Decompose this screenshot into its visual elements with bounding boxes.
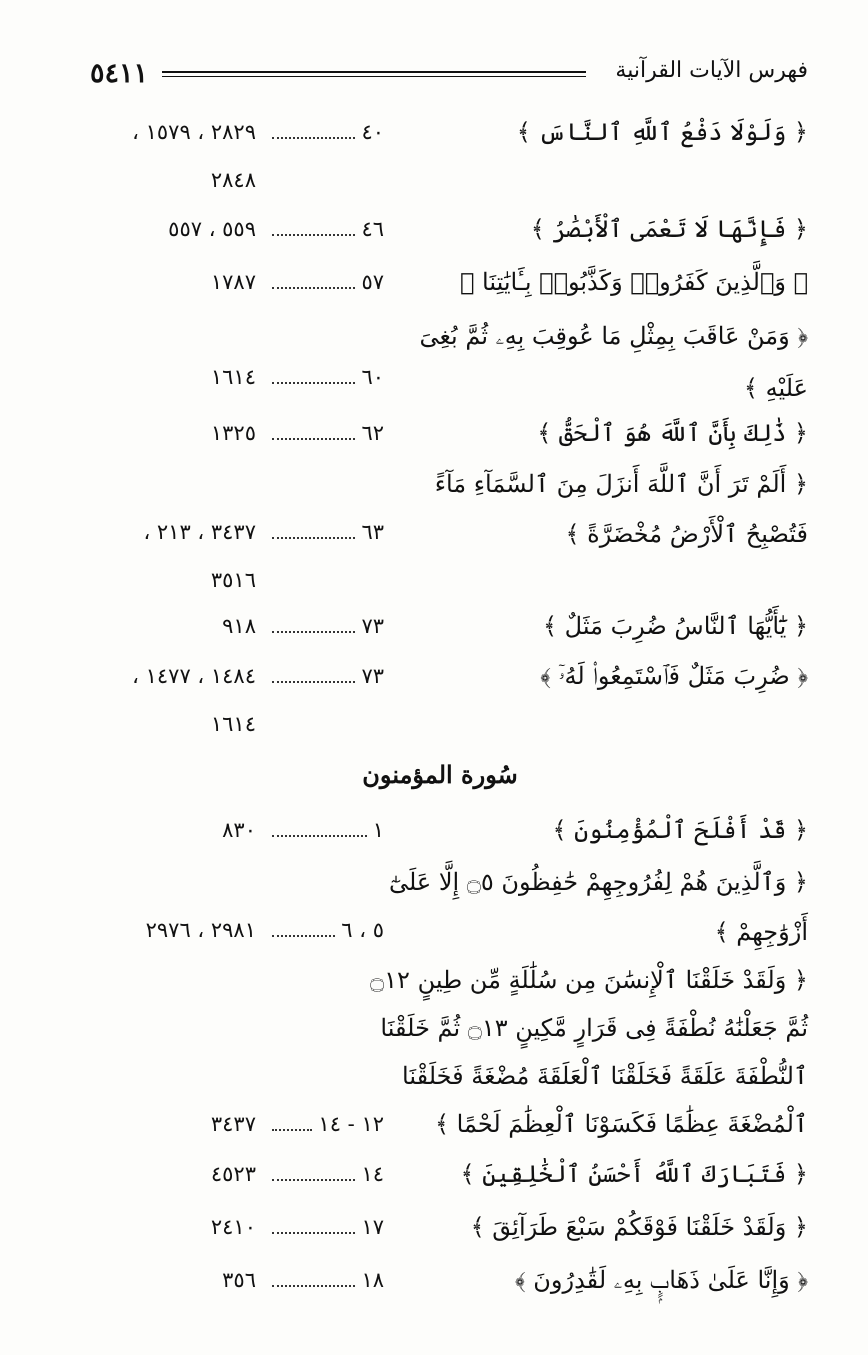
verse-text <box>370 956 808 1148</box>
leader-dots <box>272 665 355 683</box>
ayah-number-value: ٤٦ <box>361 217 384 241</box>
leader-dots <box>272 366 355 384</box>
page-ref-line: ٩١٨ <box>222 614 256 638</box>
verse-line: ﴿ يَٰٓأَيُّهَا ٱلنَّاسُ ضُرِبَ مَثَلٌ ﴾ <box>542 612 808 640</box>
leader-dots <box>272 422 355 440</box>
leader-dots <box>272 218 355 236</box>
page-ref-line: ٨٣٠ <box>222 818 256 842</box>
leader-dots <box>272 121 355 139</box>
verse-line: عَلَيْهِ ﴾ <box>743 374 808 402</box>
leader-dots <box>272 615 355 633</box>
verse-line: ﴿ ضُرِبَ مَثَلٌ فَٱسْتَمِعُوا۟ لَهُۥٓ ﴾ <box>540 662 808 690</box>
page-ref-line: ٢٨٤٨ <box>210 168 256 192</box>
ayah-number <box>272 611 384 641</box>
leader-dots <box>272 1269 355 1287</box>
ayah-number-value: ١٢ - ١٤ <box>318 1112 384 1136</box>
ayah-number <box>272 1265 384 1295</box>
verse-line: ٱلْمُضْغَةَ عِظَٰمًا فَكَسَوْنَا ٱلْعِظَٰمَ لَحْمًا ﴾ <box>434 1110 808 1138</box>
verse-text <box>408 652 808 700</box>
page-references <box>90 652 256 748</box>
ayah-number <box>272 418 384 448</box>
verse-text <box>408 806 808 854</box>
page-references <box>90 1150 256 1198</box>
verse-line: ﴿ وَلَوْلَا دَفْعُ ٱللَّهِ ٱلنَّاسَ ﴾ <box>516 118 808 146</box>
page-ref-line: ١٦١٤ <box>210 365 256 389</box>
ayah-number <box>272 1212 384 1242</box>
verse-line: ﴿ قَدْ أَفْلَحَ ٱلْمُؤْمِنُونَ ﴾ <box>552 816 808 844</box>
ayah-number-value: ١ <box>372 818 384 842</box>
page-references <box>90 602 256 650</box>
verse-line: ٱلنُّطْفَةَ عَلَقَةً فَخَلَقْنَا ٱلْعَلَقَةَ مُضْغَةً فَخَلَقْنَا <box>402 1062 808 1090</box>
running-title: فهرس الآيات القرآنية <box>615 58 808 83</box>
page-ref-line: ٢٨٢٩ ، ١٥٧٩ ، <box>132 120 256 144</box>
verse-text <box>408 409 808 457</box>
surah-heading: سُورة المؤمنون <box>362 760 518 789</box>
page-ref-line: ٢٩٨١ ، ٢٩٧٦ <box>145 918 256 942</box>
ayah-number-value: ٥٧ <box>361 270 384 294</box>
verse-line: أَزْوَٰجِهِمْ ﴾ <box>714 918 808 946</box>
page-references <box>90 353 256 401</box>
header-rule <box>162 71 586 77</box>
ayah-number-value: ٤٠ <box>361 120 384 144</box>
page-ref-line: ١٧٨٧ <box>210 270 256 294</box>
page-references <box>90 108 256 204</box>
page-header <box>90 58 808 98</box>
verse-text <box>408 460 808 558</box>
ayah-number-value: ٦٢ <box>361 421 384 445</box>
ayah-number <box>272 117 384 147</box>
page-ref-line: ١٤٨٤ ، ١٤٧٧ ، <box>132 664 256 688</box>
verse-line: ﴿ فَإِنَّهَا لَا تَعْمَى ٱلْأَبْصَٰرُ ﴾ <box>530 215 808 243</box>
verse-line: فَتُصْبِحُ ٱلْأَرْضُ مُخْضَرَّةً ﴾ <box>565 520 808 548</box>
ayah-number <box>272 362 384 392</box>
ayah-number-value: ٦٣ <box>361 520 384 544</box>
page-references <box>90 205 256 253</box>
page-ref-line: ٥٥٩ ، ٥٥٧ <box>168 217 256 241</box>
ayah-number <box>272 915 384 945</box>
verse-line: ﴿ وَإِنَّا عَلَىٰ ذَهَابٍۭ بِهِۦ لَقَٰدِرُونَ ﴾ <box>515 1266 808 1294</box>
verse-text <box>408 602 808 650</box>
leader-dots <box>272 1113 312 1131</box>
ayah-number-value: ١٤ <box>361 1162 384 1186</box>
verse-text <box>408 1203 808 1251</box>
page-number: ٥٤١١ <box>90 58 149 89</box>
verse-line: ﴿ وَٱلَّذِينَ هُمْ لِفُرُوجِهِمْ حَٰفِظُونَ ۝٥ إِلَّا عَلَىٰٓ <box>388 868 808 896</box>
verse-line: ﴿ وَلَقَدْ خَلَقْنَا ٱلْإِنسَٰنَ مِن سُلَٰلَةٍ مِّن طِينٍ ۝١٢ <box>370 966 808 994</box>
page-ref-line: ٢٤١٠ <box>210 1215 256 1239</box>
page-references <box>90 806 256 854</box>
leader-dots <box>272 1216 355 1234</box>
leader-dots <box>272 271 355 289</box>
ayah-number <box>272 1159 384 1189</box>
verse-text <box>408 108 808 156</box>
ayah-number <box>272 815 384 845</box>
leader-dots <box>272 919 335 937</box>
leader-dots <box>272 819 367 837</box>
leader-dots <box>272 521 355 539</box>
verse-line: ﴿ أَلَمْ تَرَ أَنَّ ٱللَّهَ أَنزَلَ مِنَ ٱلسَّمَآءِ مَآءً <box>434 470 808 498</box>
page-references <box>90 1100 256 1148</box>
verse-line: ﴿ وَلَقَدْ خَلَقْنَا فَوْقَكُمْ سَبْعَ طَرَآئِقَ ﴾ <box>470 1213 808 1241</box>
verse-text <box>388 858 808 956</box>
ayah-number-value: ٧٣ <box>361 664 384 688</box>
ayah-number-value: ١٧ <box>361 1215 384 1239</box>
verse-line: ﴿ وَمَنْ عَاقَبَ بِمِثْلِ مَا عُوقِبَ بِهِۦ ثُمَّ بُغِىَ <box>419 322 808 350</box>
verse-text <box>408 258 808 306</box>
page-references <box>90 1256 256 1304</box>
ayah-number <box>272 267 384 297</box>
verse-line: ﴿ وَٱلَّذِينَ كَفَرُوا۟ وَكَذَّبُوا۟ بِـَٔايَٰتِنَا ﴾ <box>460 268 808 296</box>
page-ref-line: ١٣٢٥ <box>210 421 256 445</box>
page-references <box>90 258 256 306</box>
page-ref-line: ٣٤٣٧ ، ٢١٣ ، <box>143 520 256 544</box>
page-ref-line: ١٦١٤ <box>210 712 256 736</box>
page-ref-line: ٣٤٣٧ <box>210 1112 256 1136</box>
ayah-number-value: ٥ ، ٦ <box>341 918 384 942</box>
verse-line: ﴿ فَتَبَارَكَ ٱللَّهُ أَحْسَنُ ٱلْخَٰلِقِينَ ﴾ <box>460 1160 808 1188</box>
page-references <box>90 1203 256 1251</box>
ayah-number-value: ٧٣ <box>361 614 384 638</box>
ayah-number-value: ١٨ <box>361 1268 384 1292</box>
page-references <box>90 508 256 604</box>
page-references <box>90 906 256 954</box>
page-ref-line: ٣٥٦ <box>222 1268 256 1292</box>
verse-text <box>408 1150 808 1198</box>
ayah-number <box>272 214 384 244</box>
verse-line: ﴿ ذَٰلِكَ بِأَنَّ ٱللَّهَ هُوَ ٱلْحَقُّ ﴾ <box>537 419 808 447</box>
ayah-number <box>272 1109 384 1139</box>
verse-text <box>408 1256 808 1304</box>
verse-text <box>408 205 808 253</box>
verse-text <box>408 312 808 412</box>
page-ref-line: ٤٥٢٣ <box>210 1162 256 1186</box>
verse-line: ثُمَّ جَعَلْنَٰهُ نُطْفَةً فِى قَرَارٍ مَّكِينٍ ۝١٣ ثُمَّ خَلَقْنَا <box>380 1014 808 1042</box>
leader-dots <box>272 1163 355 1181</box>
page-references <box>90 409 256 457</box>
ayah-number <box>272 517 384 547</box>
page-ref-line: ٣٥١٦ <box>210 568 256 592</box>
ayah-number <box>272 661 384 691</box>
ayah-number-value: ٦٠ <box>361 365 384 389</box>
